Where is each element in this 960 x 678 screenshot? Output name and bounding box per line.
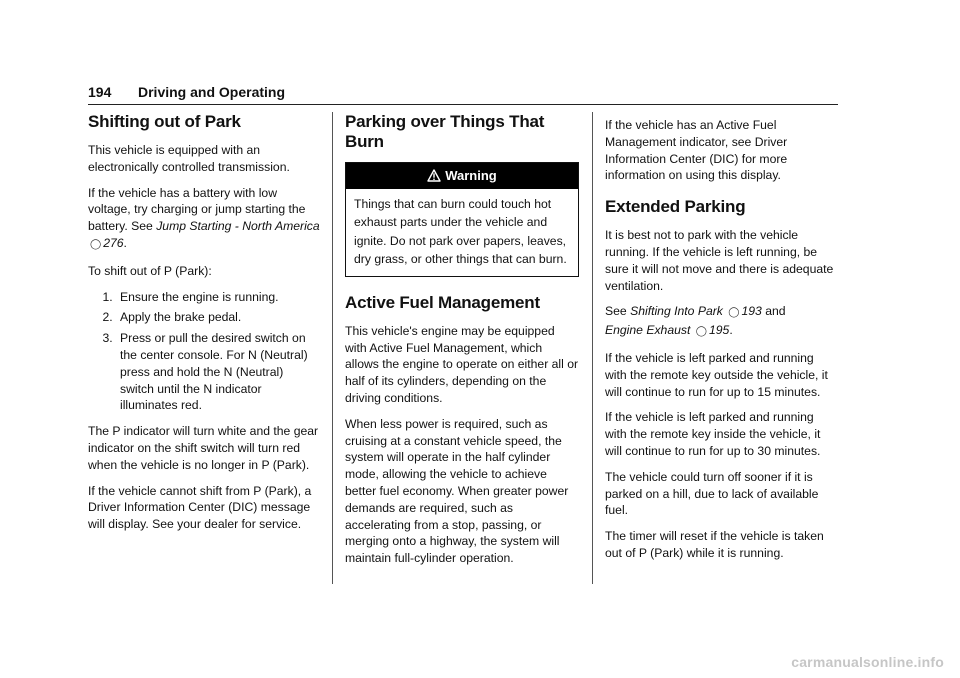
paragraph: If the vehicle cannot shift from P (Park), a Driver Information Center (DIC) message will display. See your dealer for service.	[88, 483, 312, 532]
column-divider	[332, 112, 333, 584]
paragraph-see-also: See Shifting Into Park ◯ 193 and Engine Exhaust ◯ 195.	[605, 304, 786, 338]
paragraph: This vehicle is equipped with an electronically controlled transmission.	[88, 143, 290, 174]
cross-reference-link[interactable]: Shifting Into Park	[630, 304, 723, 319]
paragraph: It is best not to park with the vehicle running. If the vehicle is left running, be sure it will not move and there is adequate ventilation.	[605, 228, 834, 293]
paragraph: To shift out of P (Park):	[88, 263, 212, 278]
warning-triangle-icon	[427, 169, 441, 182]
warning-label: Warning	[445, 168, 497, 183]
heading-shifting-out-of-park: Shifting out of Park	[88, 112, 241, 131]
column-extended-parking	[605, 117, 837, 571]
heading-parking-over-things-that-burn: Parking over Things That Burn	[345, 112, 545, 151]
column-shifting-out-of-park	[88, 112, 320, 542]
column-parking-and-fuel	[345, 112, 579, 576]
section-title: Driving and Operating	[138, 84, 286, 100]
heading-extended-parking: Extended Parking	[605, 197, 746, 217]
paragraph: If the vehicle is left parked and running with the remote key outside the vehicle, it will continue to run for up to 15 minutes.	[605, 350, 828, 399]
heading-active-fuel-management: Active Fuel Management	[345, 292, 540, 312]
paragraph: The P indicator will turn white and the gear indicator on the shift switch will turn red when the vehicle is no longer in P (Park).	[88, 424, 319, 472]
list-item: 2. Apply the brake pedal.	[116, 309, 320, 326]
page-number: 194	[88, 84, 112, 100]
page-reference-icon: ◯	[695, 326, 707, 338]
paragraph: When less power is required, such as cruising at a constant vehicle speed, the system will operate in the half cylinder mode, allowing the vehicle to achieve better fuel economy. When greater power demands are required, such as accelerating from a stop, passing, or merging onto a highway, the system will maintain full-cylinder operation.	[345, 416, 569, 566]
paragraph: The vehicle could turn off sooner if it is parked on a hill, due to lack of available fuel.	[605, 469, 819, 518]
list-item: 3. Press or pull the desired switch on the center console. For N (Neutral) press and hold the N (Neutral) switch until the N indicator illuminates red.	[116, 330, 320, 414]
page-reference-icon: ◯	[90, 238, 102, 250]
watermark: carmanualsonline.info	[791, 654, 944, 670]
paragraph: If the vehicle has an Active Fuel Management indicator, see Driver Information Center (DIC) for more information on using this display.	[605, 118, 788, 183]
page-reference-number[interactable]: 195	[708, 323, 730, 338]
column-divider	[592, 112, 593, 584]
cross-reference-link[interactable]: Engine Exhaust	[605, 323, 691, 338]
cross-reference-link[interactable]: Jump Starting - North America	[156, 219, 320, 234]
paragraph: If the vehicle is left parked and running with the remote key inside the vehicle, it will continue to run for up to 30 minutes.	[605, 410, 821, 458]
warning-text: Things that can burn could touch hot exhaust parts under the vehicle and ignite. Do not park over papers, leaves, dry grass, or other things that can burn.	[354, 196, 567, 267]
paragraph: This vehicle's engine may be equipped with Active Fuel Management, which allows the engine to operate on either all or half of its cylinders, depending on the driving conditions.	[345, 323, 579, 405]
paragraph-battery: If the vehicle has a battery with low voltage, try charging or jump starting the battery. See Jump Starting - North America ◯ 276.	[88, 185, 320, 250]
warning-box	[345, 162, 579, 277]
page-reference-icon: ◯	[728, 307, 740, 319]
page-reference-number[interactable]: 276	[103, 235, 124, 250]
steps-list	[88, 289, 320, 415]
page-reference-number[interactable]: 193	[741, 304, 762, 319]
page-header	[88, 84, 838, 105]
list-item: 1. Ensure the engine is running.	[116, 289, 320, 306]
warning-header	[346, 163, 578, 189]
paragraph: The timer will reset if the vehicle is taken out of P (Park) while it is running.	[605, 529, 824, 560]
